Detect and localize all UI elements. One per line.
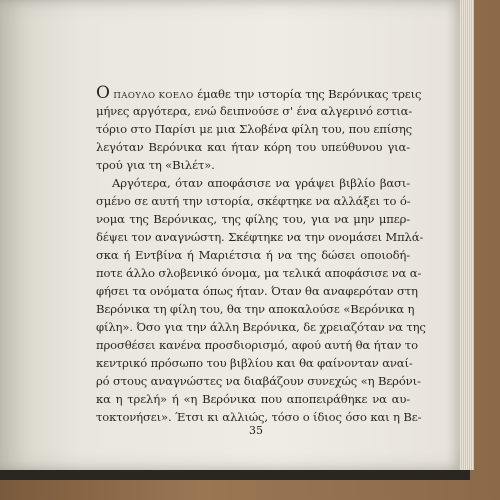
text-line: κεντρικό πρόσωπο του βιβλίου και θα φαίνονταν αναί-: [96, 356, 413, 370]
text-line: [96, 83, 422, 103]
text-line: μήνες αργότερα, ενώ δειπνούσε σ' ένα αλγερινό εστια-: [96, 104, 413, 118]
text-line: τόριο στο Παρίσι με μια Σλοβένα φίλη του, που επίσης: [96, 122, 412, 136]
text-line: Αργότερα, όταν αποφάσισε να γράψει βιβλίο βασι-: [112, 176, 410, 190]
body-text: [96, 83, 426, 426]
text-line: τοκτονήσει». Έτσι κι αλλιώς, τόσο ο ίδιος όσο και η Βε-: [96, 410, 422, 424]
text-line: προσθέσει κανένα προσδιορισμό, αφού αυτή θα ήταν το: [96, 338, 418, 352]
text-line: νομα της Βερόνικας, της φίλης του, για να μην μπερ-: [96, 212, 410, 226]
text-line: δέψει τον αναγνώστη. Σκέφτηκε να την ονομάσει Μπλά-: [96, 230, 424, 244]
text-line: ρό στους αναγνώστες να διαβάζουν συνεχώς «η Βερόνι-: [96, 374, 421, 388]
text-line: σμένο σε αυτή την ιστορία, σκέφτηκε να αλλάξει το ό-: [96, 194, 411, 208]
page-number: 35: [249, 424, 263, 437]
text-line: σκα ή Εντβίνα ή Μαριέτσια ή να της δώσει οποιοδή-: [96, 248, 410, 262]
line-text: έμαθε την ιστορία της Βερόνικας τρεις: [193, 87, 422, 101]
text-line: λεγόταν Βερόνικα και ήταν κόρη του υπεύθυνου για-: [96, 140, 410, 154]
text-line: φίλη». Όσο για την άλλη Βερόνικα, δε χρειαζόταν να της: [96, 320, 426, 334]
author-name: ΠΑΟΥΛΟ ΚΟΕΛΟ: [113, 91, 194, 101]
text-line: ποτε άλλο σλοβενικό όνομα, μα τελικά αποφάσισε να α-: [96, 266, 422, 280]
text-line: φήσει τα ονόματα όπως ήταν. Όταν θα αναφερόταν στη: [96, 284, 418, 298]
page-edges: [460, 0, 474, 470]
drop-cap: Ο: [96, 83, 110, 103]
text-line: Βερόνικα τη φίλη του, θα την αποκαλούσε «Βερόνικα η: [96, 302, 415, 316]
text-line: κα η τρελή» ή «η Βερόνικα που αποπειράθηκε να αυ-: [96, 392, 410, 406]
text-line: τρού για τη «Βιλέτ».: [96, 158, 215, 172]
